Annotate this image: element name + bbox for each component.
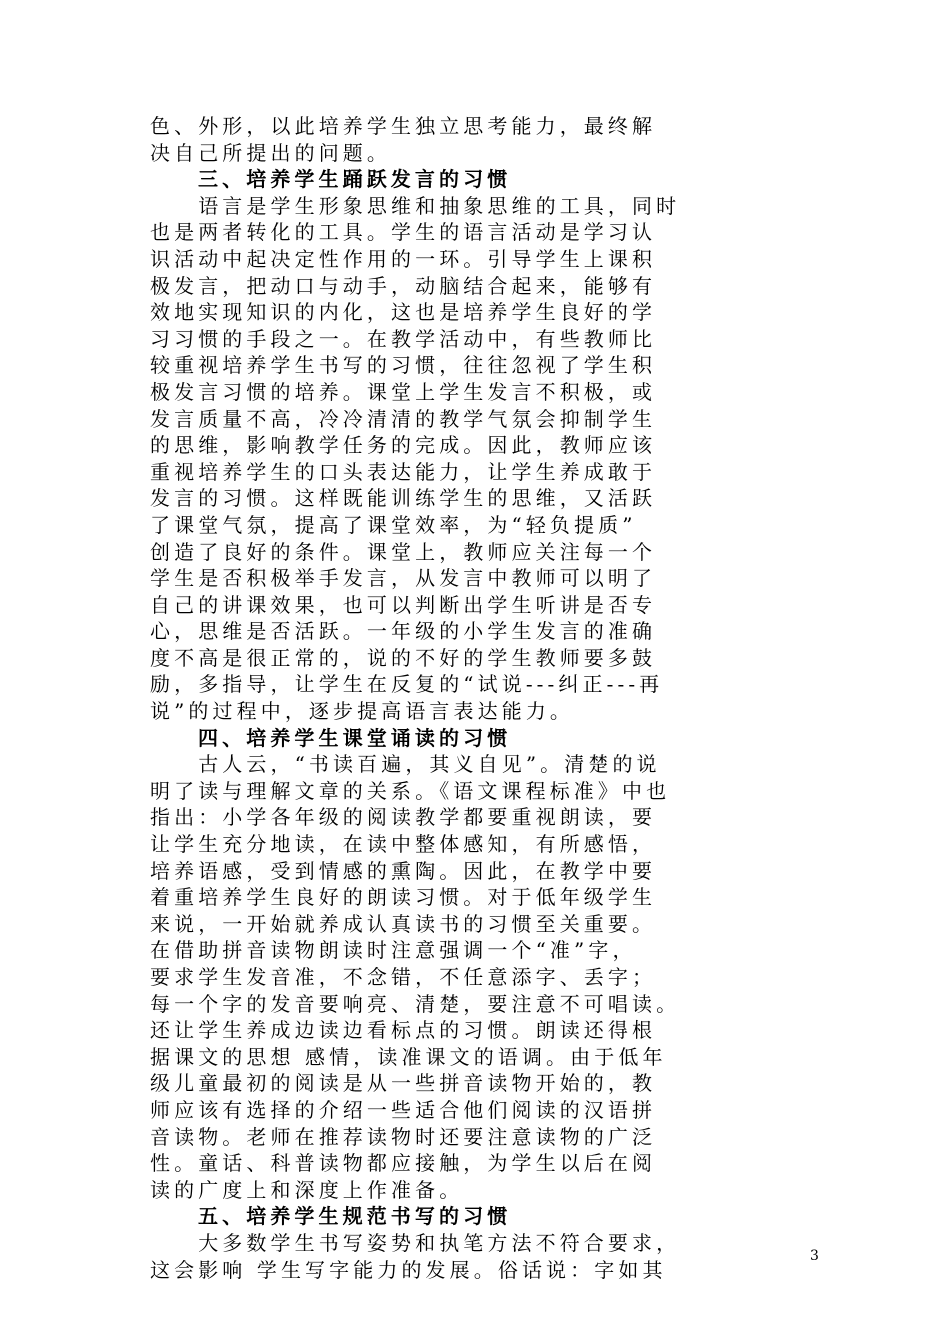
text-line: 自己的讲课效果，也可以判断出学生听讲是否专 [150,592,657,617]
text-line: 还让学生养成边读边看标点的习惯。朗读还得根 [150,1018,657,1043]
text-line: 大多数学生书写姿势和执笔方法不符合要求， [150,1230,681,1255]
document-body [150,113,850,1283]
text-line: 较重视培养学生书写的习惯，往往忽视了学生积 [150,353,657,378]
page-number: 3 [810,1248,819,1264]
text-line: 明了读与理解文章的关系。《语文课程标准》中也 [150,778,671,803]
text-line: 也是两者转化的工具。学生的语言活动是学习认 [150,220,657,245]
text-line: 极发言习惯的培养。课堂上学生发言不积极，或 [150,379,657,404]
text-line: 在借助拼音读物朗读时注意强调一个“准”字， [150,938,637,963]
text-line: 师应该有选择的介绍一些适合他们阅读的汉语拼 [150,1097,657,1122]
text-line: 发言质量不高，冷冷清清的教学气氛会抑制学生 [150,406,657,431]
text-line: 这会影响 学生写字能力的发展。俗话说：字如其 [150,1257,667,1282]
text-line: 着重培养学生良好的朗读习惯。对于低年级学生 [150,885,657,910]
text-line: 学生是否积极举手发言，从发言中教师可以明了 [150,566,657,591]
text-line: 级儿童最初的阅读是从一些拼音读物开始的，教 [150,1071,657,1096]
text-line: 识活动中起决定性作用的一环。引导学生上课积 [150,246,657,271]
text-line: 度不高是很正常的，说的不好的学生教师要多鼓 [150,645,657,670]
text-line: 要求学生发音准，不念错，不任意添字、丢字； [150,965,657,989]
text-line: 音读物。老师在推荐读物时还要注意读物的广泛 [150,1124,657,1149]
text-line: 心，思维是否活跃。一年级的小学生发言的准确 [150,619,657,644]
text-line: 重视培养学生的口头表达能力，让学生养成敢于 [150,459,657,484]
text-line: 培养语感，受到情感的熏陶。因此，在教学中要 [150,858,657,883]
text-line: 的思维，影响教学任务的完成。因此，教师应该 [150,433,657,458]
text-line: 效地实现知识的内化，这也是培养学生良好的学 [150,300,657,325]
text-line: 古人云，“书读百遍，其义自见”。清楚的说 [150,752,661,777]
text-line: 让学生充分地读，在读中整体感知，有所感悟， [150,832,657,857]
section-heading: 四、培养学生课堂诵读的习惯 [198,725,512,750]
text-line: 极发言，把动口与动手，动脑结合起来，能够有 [150,273,657,298]
text-line: 每一个字的发音要响亮、清楚，要注意不可唱读。 [150,991,681,1016]
text-line: 说”的过程中，逐步提高语言表达能力。 [150,699,575,724]
text-line: 读的广度上和深度上作准备。 [150,1177,464,1202]
section-heading: 五、培养学生规范书写的习惯 [198,1204,512,1229]
text-line: 创造了良好的条件。课堂上，教师应关注每一个 [150,539,657,564]
text-line: 了课堂气氛，提高了课堂效率，为“轻负提质” [150,512,637,537]
text-line: 据课文的思想 感情，读准课文的语调。由于低年 [150,1044,667,1069]
text-line: 决自己所提出的问题。 [150,140,391,165]
text-line: 语言是学生形象思维和抽象思维的工具，同时 [150,193,681,218]
text-line: 来说，一开始就养成认真读书的习惯至关重要。 [150,911,657,936]
text-line: 指出：小学各年级的阅读教学都要重视朗读，要 [150,805,657,830]
text-line: 性。童话、科普读物都应接触，为学生以后在阅 [150,1151,657,1176]
text-line: 发言的习惯。这样既能训练学生的思维，又活跃 [150,486,657,511]
text-line: 色、外形，以此培养学生独立思考能力，最终解 [150,114,657,138]
text-line: 习习惯的手段之一。在教学活动中，有些教师比 [150,326,657,351]
text-line: 励，多指导，让学生在反复的“试说---纠正---再 [150,672,664,697]
section-heading: 三、培养学生踊跃发言的习惯 [198,167,512,192]
